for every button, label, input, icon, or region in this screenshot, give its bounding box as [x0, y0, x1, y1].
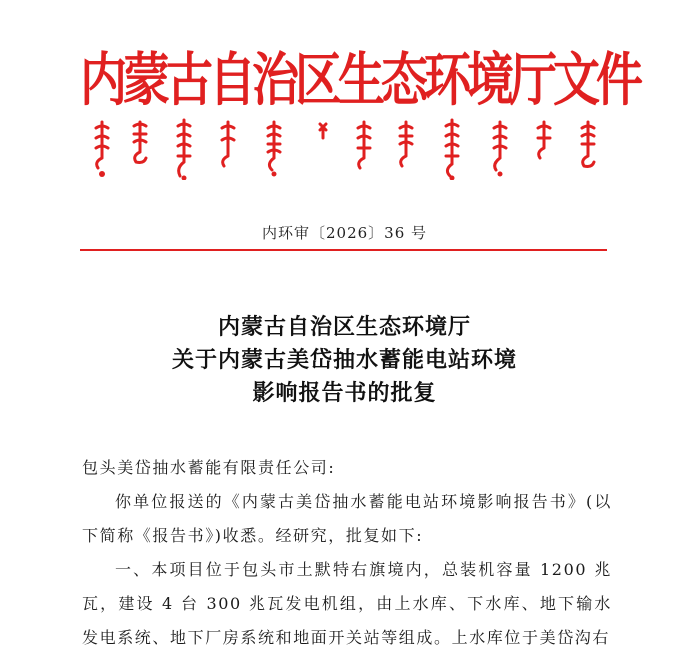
masthead-title: 内蒙古自治区生态环境厅文件: [80, 46, 639, 114]
document-body: [82, 451, 612, 655]
title-line-2: 关于内蒙古美岱抽水蓄能电站环境: [171, 347, 517, 373]
paragraph-2: 一、本项目位于包头市土默特右旗境内，总装机容量 1200 兆瓦，建设 4 台 300 兆瓦发电机组，由上水库、下水库、地下输水发电系统、地下厂房系统和地面开关站等组成。上水库位于美岱沟右: [82, 560, 612, 647]
mongolian-script-masthead: [88, 118, 608, 180]
mongolian-script-icon: [88, 118, 608, 180]
title-line-3: 影响报告书的批复: [252, 380, 437, 406]
title-line-1: 内蒙古自治区生态环境厅: [217, 314, 471, 340]
salutation: 包头美岱抽水蓄能有限责任公司:: [82, 458, 336, 477]
document-title: [0, 311, 689, 410]
red-divider-line: [80, 249, 607, 251]
document-number: 内环审〔2026〕36 号: [261, 224, 428, 242]
paragraph-1: 你单位报送的《内蒙古美岱抽水蓄能电站环境影响报告书》(以下简称《报告书》)收悉。经研究，批复如下:: [82, 492, 612, 545]
